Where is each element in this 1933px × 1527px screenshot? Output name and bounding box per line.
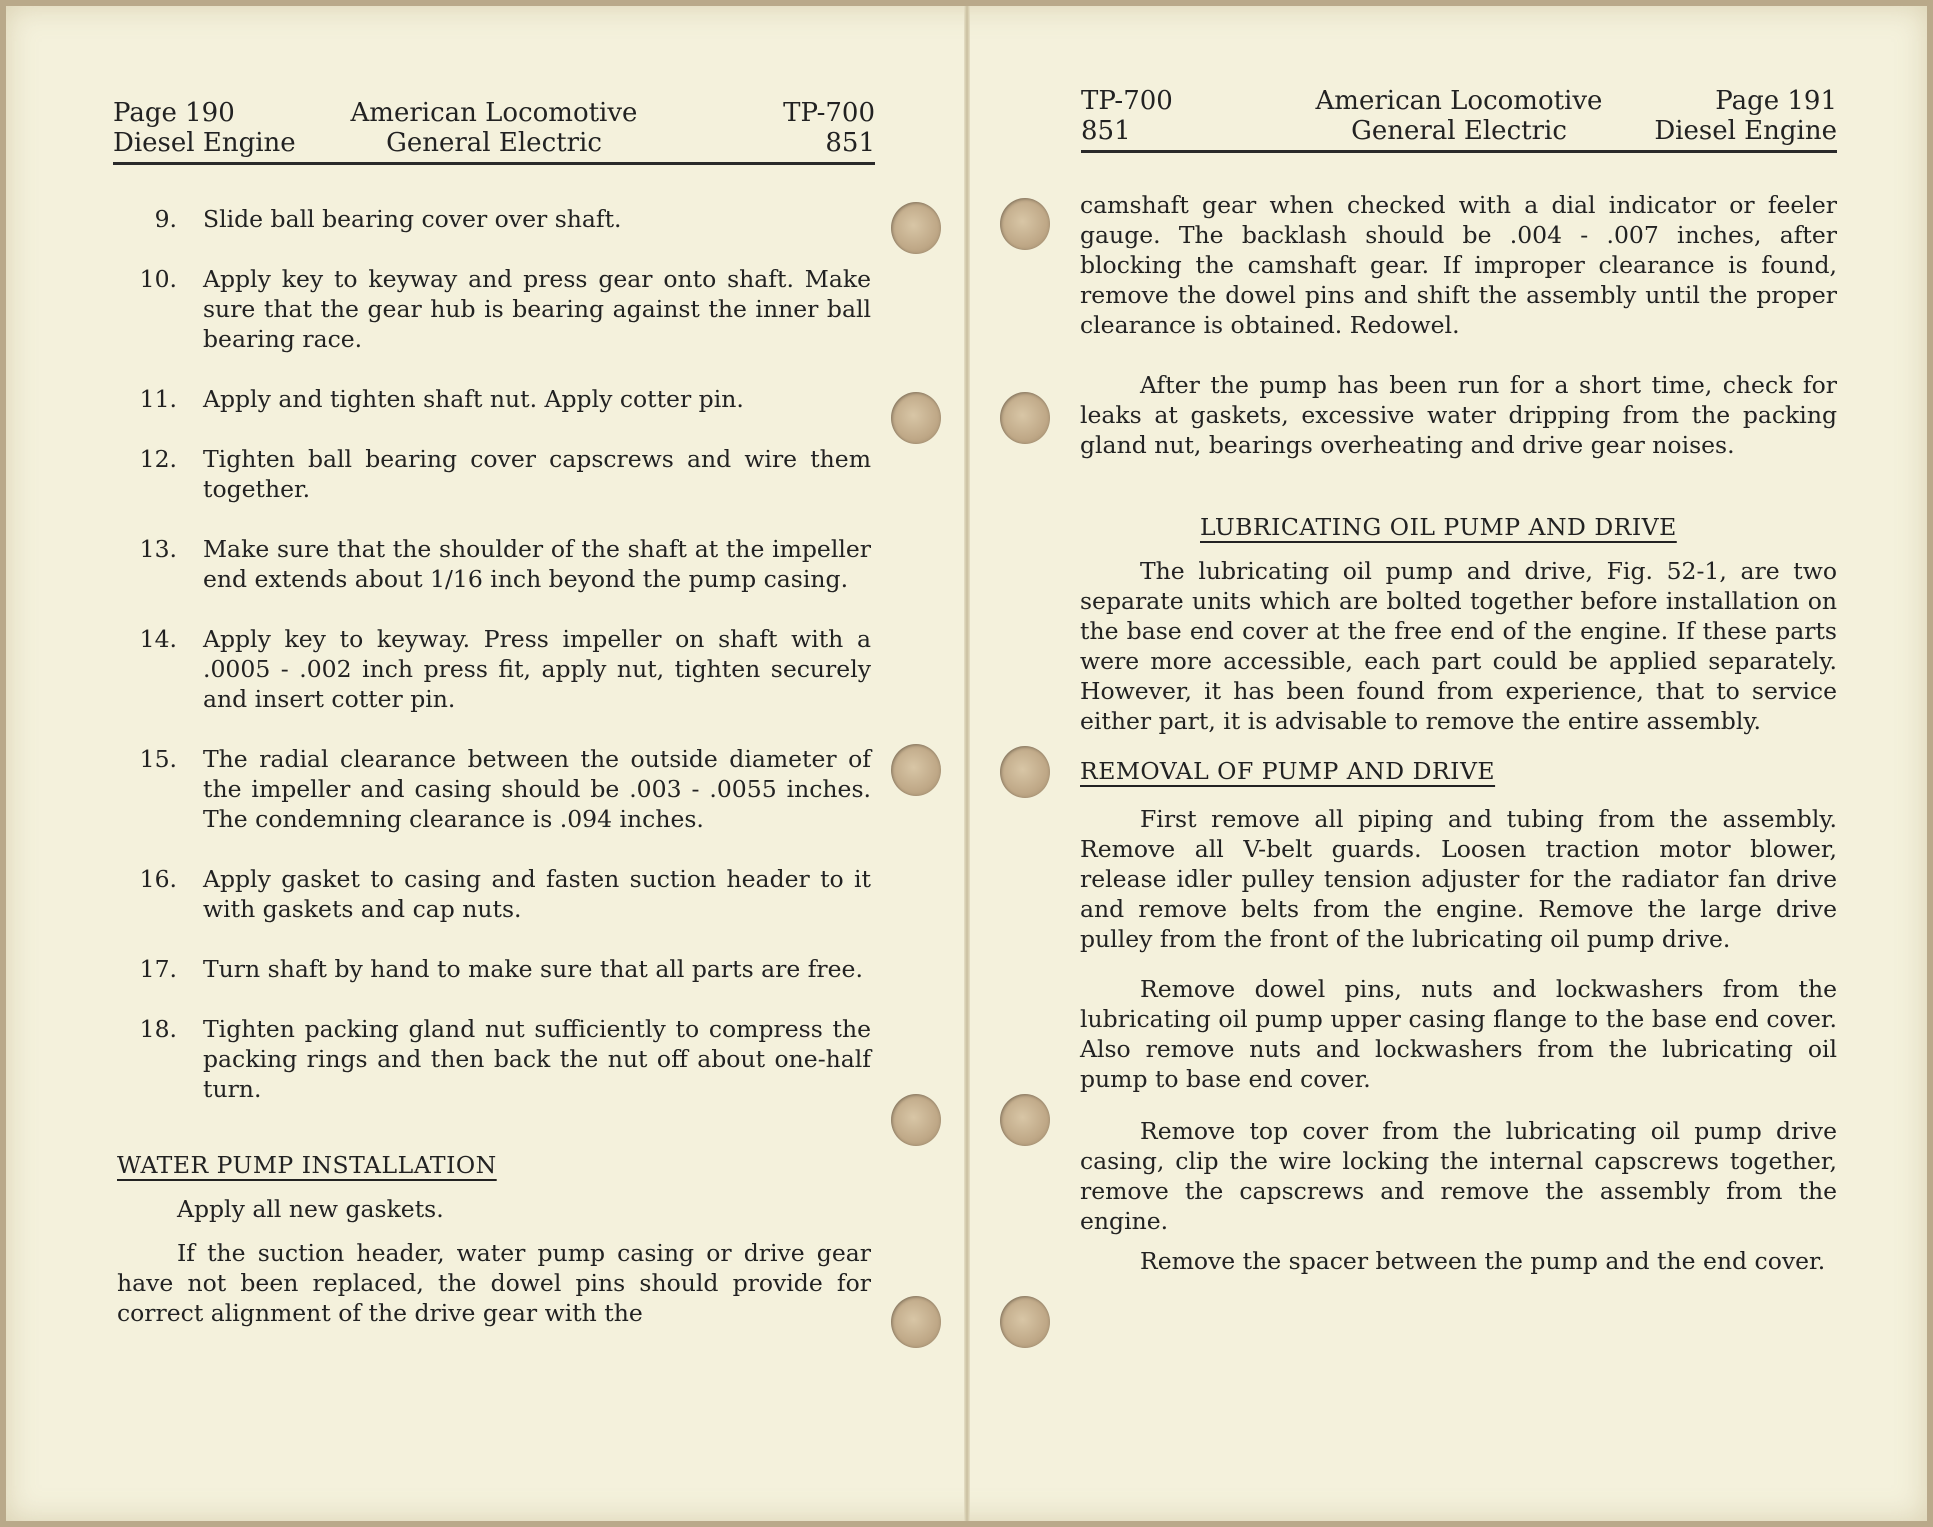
page-number: Page 190 bbox=[113, 98, 235, 128]
subject: Diesel Engine bbox=[1654, 116, 1837, 146]
section-code: 851 bbox=[1081, 116, 1131, 146]
list-item bbox=[123, 954, 871, 984]
binder-hole bbox=[891, 202, 941, 254]
doc-code: TP-700 bbox=[1081, 86, 1173, 116]
paragraph: camshaft gear when checked with a dial indicator or feeler gauge. The backlash should be .004 - .007 inches, after blocking the camshaft gear. If improper clearance is found, remove the dowel pins and shift the assembly until the proper clearance is obtained. Redowel. bbox=[1080, 191, 1837, 339]
binder-hole bbox=[891, 392, 941, 444]
paragraph: Remove dowel pins, nuts and lockwashers from the lubricating oil pump upper casing flange to the base end cover. Also remove nuts and lockwashers from the lubricating oil pump to base end cover. bbox=[1080, 975, 1837, 1093]
page-number: Page 191 bbox=[1715, 86, 1837, 116]
paragraph: First remove all piping and tubing from the assembly. Remove all V-belt guards. Loosen traction motor blower, release idler pulley tension adjuster for the radiator fan drive and remove belts from the engine. Remove the large drive pulley from the front of the lubricating oil pump drive. bbox=[1080, 805, 1837, 953]
paragraph: Apply all new gaskets. bbox=[177, 1195, 444, 1223]
binder-hole bbox=[891, 1296, 941, 1348]
paragraph: After the pump has been run for a short time, check for leaks at gaskets, excessive water dripping from the packing gland nut, bearings overheating and drive gear noises. bbox=[1080, 371, 1837, 459]
item-number: 16. bbox=[139, 865, 177, 893]
binder-hole bbox=[1000, 392, 1050, 444]
list-item bbox=[123, 744, 871, 834]
list-item bbox=[123, 624, 871, 714]
right-page bbox=[970, 6, 1927, 1521]
left-page-header bbox=[113, 98, 875, 165]
item-text: The radial clearance between the outside diameter of the impeller and casing should be .003 - .0055 inches. The condemning clearance is .094 inches. bbox=[203, 745, 871, 833]
section-heading: LUBRICATING OIL PUMP AND DRIVE bbox=[1200, 513, 1677, 541]
item-text: Apply and tighten shaft nut. Apply cotter pin. bbox=[203, 385, 744, 413]
binder-hole bbox=[1000, 198, 1050, 250]
list-item bbox=[123, 444, 871, 504]
item-text: Make sure that the shoulder of the shaft at the impeller end extends about 1/16 inch beyond the pump casing. bbox=[203, 535, 871, 593]
section-heading: REMOVAL OF PUMP AND DRIVE bbox=[1080, 757, 1496, 785]
item-text: Tighten packing gland nut sufficiently to compress the packing rings and then back the nut off about one-half turn. bbox=[203, 1015, 871, 1103]
item-number: 10. bbox=[139, 265, 177, 293]
list-item bbox=[123, 204, 871, 234]
item-text: Slide ball bearing cover over shaft. bbox=[203, 205, 622, 233]
item-text: Tighten ball bearing cover capscrews and wire them together. bbox=[203, 445, 871, 503]
partner-name: General Electric bbox=[1351, 116, 1567, 146]
item-text: Turn shaft by hand to make sure that all parts are free. bbox=[203, 955, 863, 983]
list-item bbox=[123, 384, 871, 414]
paragraph: Remove top cover from the lubricating oil pump drive casing, clip the wire locking the internal capscrews together, remove the capscrews and remove the assembly from the engine. bbox=[1080, 1117, 1837, 1235]
list-item bbox=[123, 534, 871, 594]
item-number: 9. bbox=[154, 205, 177, 233]
item-number: 13. bbox=[139, 535, 177, 563]
binder-hole bbox=[891, 1094, 941, 1146]
binder-hole bbox=[1000, 1094, 1050, 1146]
binder-hole bbox=[1000, 1296, 1050, 1348]
item-number: 17. bbox=[139, 955, 177, 983]
section-heading: WATER PUMP INSTALLATION bbox=[117, 1151, 497, 1179]
item-number: 12. bbox=[139, 445, 177, 473]
item-number: 14. bbox=[139, 625, 177, 653]
paragraph: The lubricating oil pump and drive, Fig. 52-1, are two separate units which are bolted together before installation on the base end cover at the free end of the engine. If these parts were more accessible, each part could be applied separately. However, it has been found from experience, that to service either part, it is advisable to remove the entire assembly. bbox=[1080, 557, 1837, 735]
item-number: 18. bbox=[139, 1015, 177, 1043]
list-item bbox=[123, 864, 871, 924]
item-text: Apply key to keyway. Press impeller on shaft with a .0005 - .002 inch press fit, apply nut, tighten securely and insert cotter pin. bbox=[203, 625, 871, 713]
subject: Diesel Engine bbox=[113, 128, 296, 158]
binder-hole bbox=[891, 744, 941, 796]
section-code: 851 bbox=[825, 128, 875, 158]
item-text: Apply key to keyway and press gear onto shaft. Make sure that the gear hub is bearing against the inner ball bearing race. bbox=[203, 265, 871, 353]
left-page-body bbox=[117, 204, 871, 1358]
paragraph: If the suction header, water pump casing or drive gear have not been replaced, the dowel pins should provide for correct alignment of the drive gear with the bbox=[117, 1239, 871, 1327]
partner-name: General Electric bbox=[386, 128, 602, 158]
paragraph: Remove the spacer between the pump and the end cover. bbox=[1140, 1247, 1826, 1275]
book-spread bbox=[6, 6, 1927, 1521]
doc-code: TP-700 bbox=[783, 98, 875, 128]
list-item bbox=[123, 1014, 871, 1104]
item-number: 11. bbox=[139, 385, 177, 413]
item-number: 15. bbox=[139, 745, 177, 773]
left-page bbox=[6, 6, 964, 1521]
right-page-body bbox=[1080, 190, 1837, 1306]
item-text: Apply gasket to casing and fasten suction header to it with gaskets and cap nuts. bbox=[203, 865, 871, 923]
company-name: American Locomotive bbox=[350, 98, 638, 128]
company-name: American Locomotive bbox=[1315, 86, 1603, 116]
binder-hole bbox=[1000, 746, 1050, 798]
list-item bbox=[123, 264, 871, 354]
right-page-header bbox=[1081, 86, 1837, 153]
